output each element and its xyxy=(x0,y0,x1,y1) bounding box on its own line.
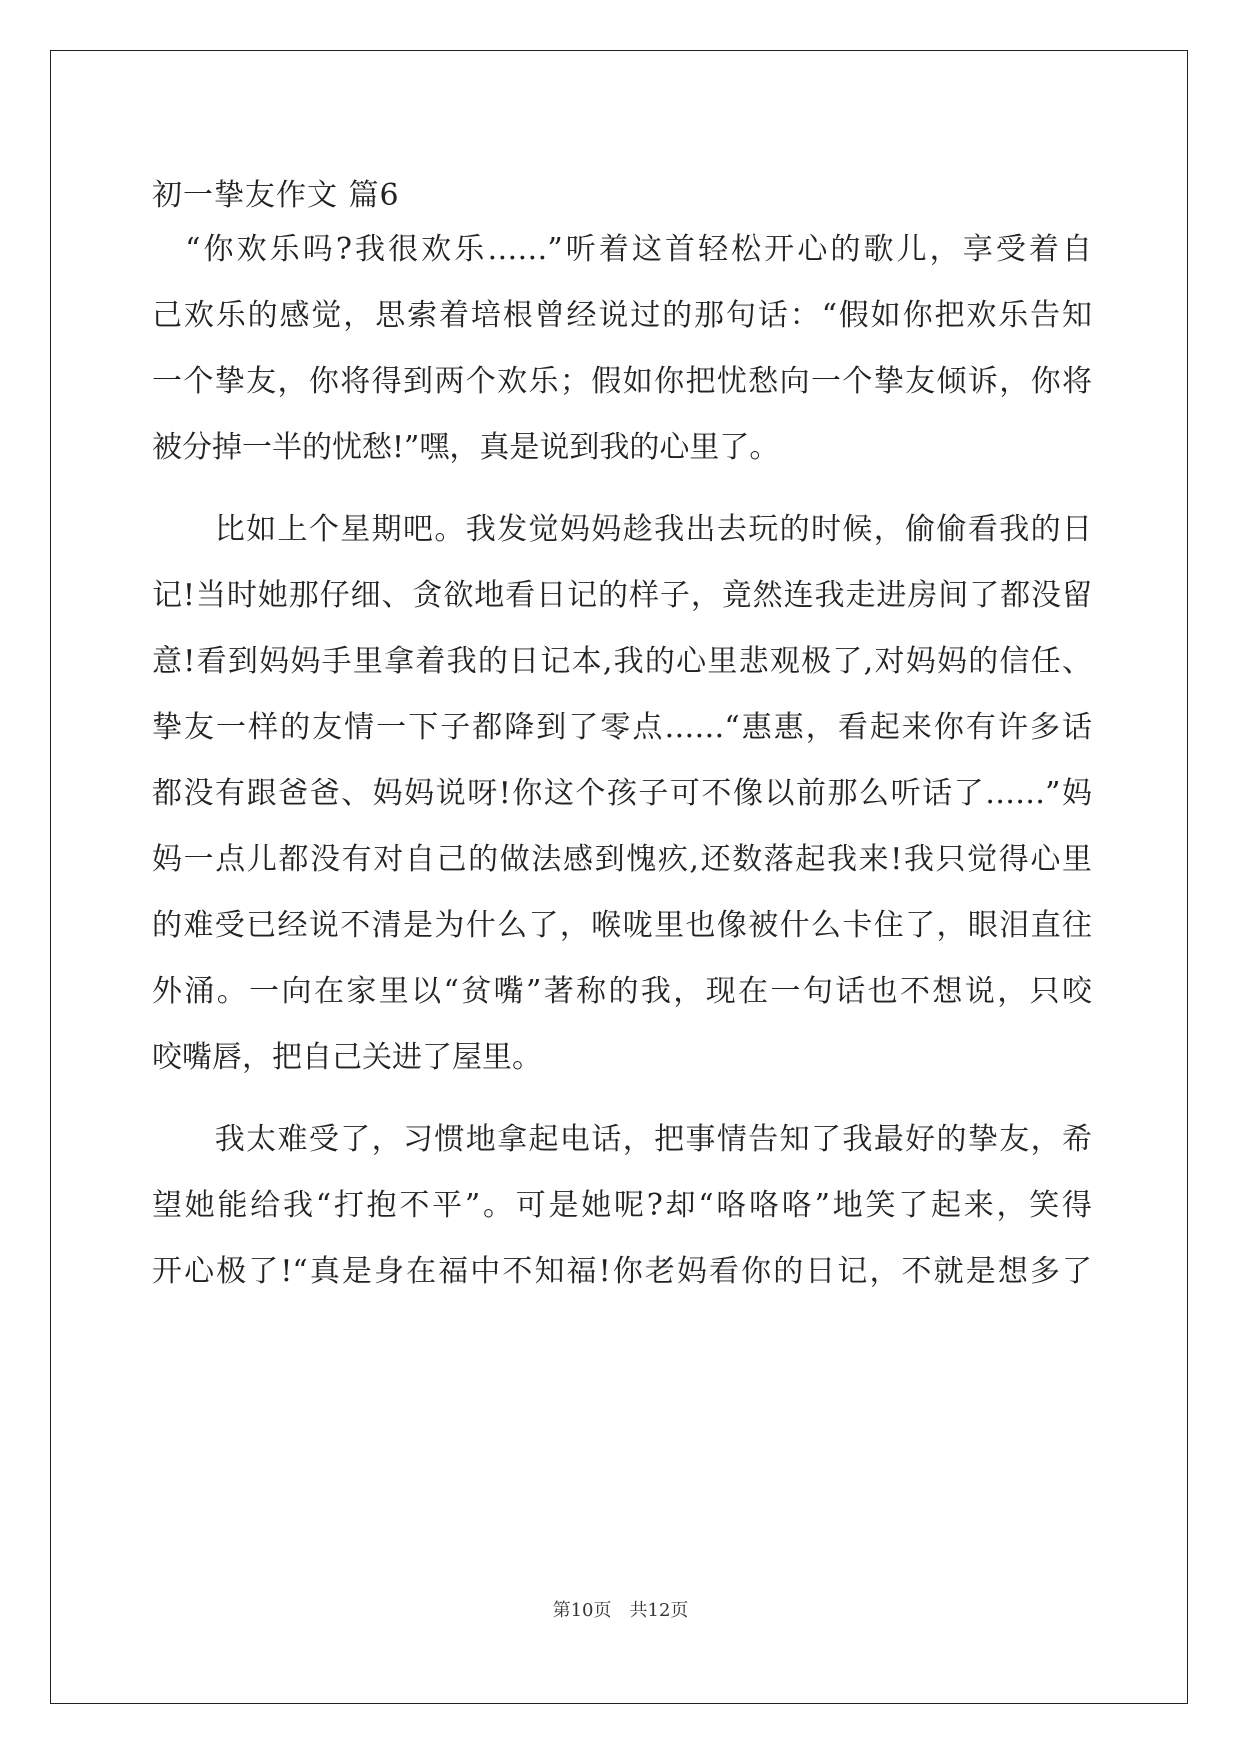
text-line: 意!看到妈妈手里拿着我的日记本,我的心里悲观极了,对妈妈的信任、 xyxy=(152,644,1092,679)
text-line: 妈一点儿都没有对自己的做法感到愧疚,还数落起我来!我只觉得心里 xyxy=(152,842,1092,877)
text-line: 比如上个星期吧。我发觉妈妈趁我出去玩的时候，偷偷看我的日 xyxy=(152,512,1092,547)
text-line: 咬嘴唇，把自己关进了屋里。 xyxy=(152,1040,542,1075)
text-line: “你欢乐吗?我很欢乐……”听着这首轻松开心的歌儿，享受着自 xyxy=(152,232,1092,267)
text-line: 己欢乐的感觉，思索着培根曾经说过的那句话：“假如你把欢乐告知 xyxy=(152,298,1092,333)
text-line: 的难受已经说不清是为什么了，喉咙里也像被什么卡住了，眼泪直往 xyxy=(152,908,1092,943)
text-line: 开心极了!“真是身在福中不知福!你老妈看你的日记，不就是想多了 xyxy=(152,1254,1092,1289)
text-line: 我太难受了，习惯地拿起电话，把事情告知了我最好的挚友，希 xyxy=(152,1122,1092,1157)
text-line: 记!当时她那仔细、贪欲地看日记的样子，竟然连我走进房间了都没留 xyxy=(152,578,1092,613)
text-line: 都没有跟爸爸、妈妈说呀!你这个孩子可不像以前那么听话了……”妈 xyxy=(152,776,1092,811)
page-footer: 第10页 共12页 xyxy=(552,1600,689,1621)
text-line: 挚友一样的友情一下子都降到了零点……“惠惠，看起来你有许多话 xyxy=(152,710,1092,745)
text-line: 一个挚友，你将得到两个欢乐；假如你把忧愁向一个挚友倾诉，你将 xyxy=(152,364,1092,399)
text-line: 外涌。一向在家里以“贫嘴”著称的我，现在一句话也不想说，只咬 xyxy=(152,974,1092,1009)
text-line: 被分掉一半的忧愁!”嘿，真是说到我的心里了。 xyxy=(152,430,780,465)
text-line: 望她能给我“打抱不平”。可是她呢?却“咯咯咯”地笑了起来，笑得 xyxy=(152,1188,1092,1223)
document-title: 初一挚友作文 篇6 xyxy=(152,178,400,213)
